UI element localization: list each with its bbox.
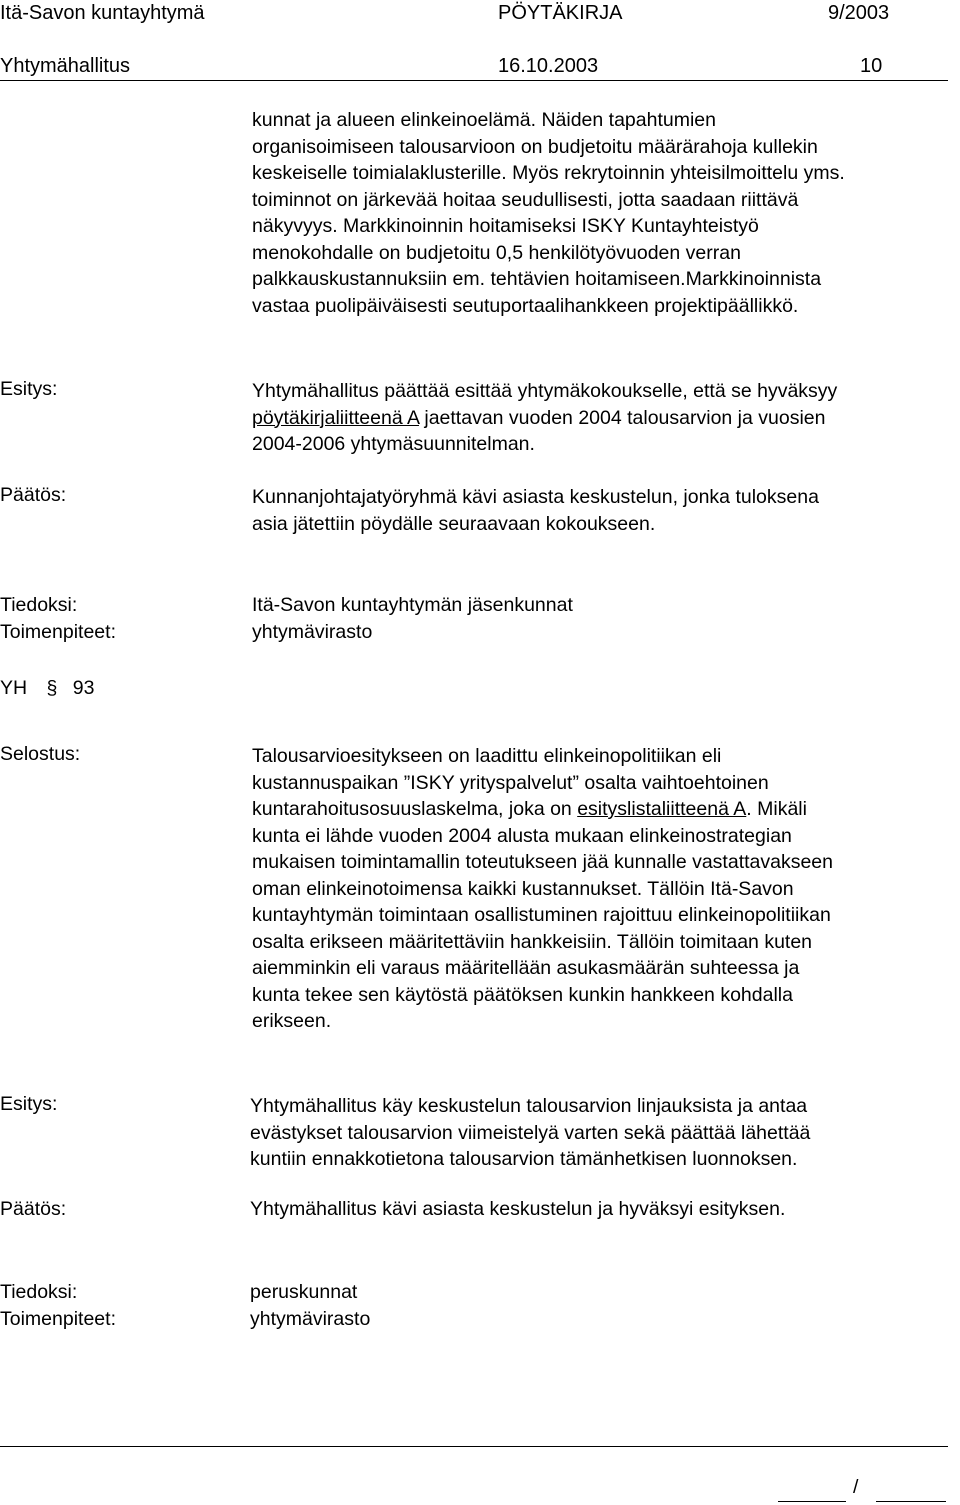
tiedoksi-value: Itä-Savon kuntayhtymän jäsenkunnat xyxy=(252,594,573,616)
section-prefix: YH xyxy=(0,677,28,699)
text-line: kunta tekee sen käytöstä päätöksen kunkin hankkeen kohdalla xyxy=(252,983,793,1006)
paragraph-symbol: § xyxy=(46,677,58,699)
toimenpiteet-value: yhtymävirasto xyxy=(250,1307,371,1330)
intro-paragraph xyxy=(252,107,845,319)
distribution-values xyxy=(250,1279,370,1332)
paatos-label: Päätös: xyxy=(0,1198,67,1220)
text-fragment: . Mikäli xyxy=(746,798,807,820)
signature-line xyxy=(876,1501,946,1502)
text-line: kunta ei lähde vuoden 2004 alusta mukaan elinkeinostrategian xyxy=(252,824,792,847)
meeting-date: 16.10.2003 xyxy=(498,55,599,77)
text-line: vastaa puolipäiväisesti seutuportaalihankkeen projektipäällikkö. xyxy=(252,294,799,317)
tiedoksi-label: Tiedoksi: xyxy=(0,594,78,616)
org-name: Itä-Savon kuntayhtymä xyxy=(0,2,205,24)
text-line: oman elinkeinotoimensa kaikki kustannukset. Tällöin Itä-Savon xyxy=(252,877,794,900)
footer-rule xyxy=(0,1446,948,1447)
toimenpiteet-label: Toimenpiteet: xyxy=(0,620,116,643)
esitys-text xyxy=(250,1093,810,1173)
esitys-label: Esitys: xyxy=(0,1093,58,1115)
tiedoksi-label: Tiedoksi: xyxy=(0,1281,78,1303)
esitys-label: Esitys: xyxy=(0,378,58,400)
paatos-text xyxy=(252,484,819,537)
text-line: erikseen. xyxy=(252,1010,332,1032)
text-line: organisoimiseen talousarvioon on budjetoitu määrärahoja kullekin xyxy=(252,135,818,158)
esitys-text xyxy=(252,378,837,458)
header-rule xyxy=(0,80,948,81)
text-fragment: jaettavan vuoden 2004 talousarvion ja vuosien xyxy=(418,406,826,429)
distribution-labels xyxy=(0,1279,116,1332)
text-line: palkkauskustannuksiin em. tehtävien hoitamiseen.Markkinoinnista xyxy=(252,268,822,290)
document-number: 9/2003 xyxy=(828,2,890,24)
paatos-text: Yhtymähallitus kävi asiasta keskustelun ja hyväksyi esityksen. xyxy=(250,1198,786,1220)
text-line: keskeiselle toimialaklusterille. Myös rekrytoinnin yhteisilmoittelu yms. xyxy=(252,162,845,184)
text-line: näkyvyys. Markkinoinnin hoitamiseksi ISKY Kuntayhteistyö xyxy=(252,215,759,237)
text-fragment: kuntarahoitusosuuslaskelma, joka on xyxy=(252,798,578,820)
text-line: osalta erikseen määritettäviin hankkeisiin. Tällöin toimitaan kuten xyxy=(252,930,813,953)
selostus-label: Selostus: xyxy=(0,743,81,765)
toimenpiteet-label: Toimenpiteet: xyxy=(0,1307,116,1330)
tiedoksi-value: peruskunnat xyxy=(250,1281,358,1303)
paatos-label: Päätös: xyxy=(0,484,67,506)
distribution-labels xyxy=(0,592,116,645)
text-line: Yhtymähallitus päättää esittää yhtymäkokoukselle, että se hyväksyy xyxy=(252,380,838,402)
signature-separator: / xyxy=(853,1476,859,1498)
text-line: kustannuspaikan ”ISKY yrityspalvelut” osalta vaihtoehtoinen xyxy=(252,771,769,794)
document-type: PÖYTÄKIRJA xyxy=(498,2,623,24)
text-line xyxy=(252,796,833,823)
text-line xyxy=(252,405,837,432)
text-line: aiemminkin eli varaus määritellään asukasmäärän suhteessa ja xyxy=(252,957,800,979)
signature-line xyxy=(778,1501,846,1502)
selostus-text xyxy=(252,743,833,1035)
text-line: 2004-2006 yhtymäsuunnitelman. xyxy=(252,433,535,455)
meeting-body: Yhtymähallitus xyxy=(0,55,131,77)
text-line: Yhtymähallitus käy keskustelun talousarvion linjauksista ja antaa xyxy=(250,1095,808,1117)
appendix-link[interactable]: esityslistaliitteenä A xyxy=(577,798,747,820)
text-line: toiminnot on järkevää hoitaa seudullisesti, jotta saadaan riittävä xyxy=(252,188,799,211)
text-line: menokohdalle on budjetoitu 0,5 henkilötyövuoden verran xyxy=(252,241,741,264)
appendix-link[interactable]: pöytäkirjaliitteenä A xyxy=(252,406,419,429)
text-line: evästykset talousarvion viimeistelyä varten sekä päättää lähettää xyxy=(250,1121,811,1144)
text-line: Kunnanjohtajatyöryhmä kävi asiasta keskustelun, jonka tuloksena xyxy=(252,486,819,508)
text-line: kuntayhtymän toimintaan osallistuminen rajoittuu elinkeinopolitiikan xyxy=(252,904,831,926)
section-number: 93 xyxy=(72,677,95,699)
text-line: Talousarvioesitykseen on laadittu elinkeinopolitiikan eli xyxy=(252,745,722,767)
toimenpiteet-value: yhtymävirasto xyxy=(252,620,373,643)
text-line: mukaisen toimintamallin toteutukseen jää kunnalle vastattavakseen xyxy=(252,851,834,873)
distribution-values xyxy=(252,592,573,645)
section-heading xyxy=(0,677,95,700)
text-line: kuntiin ennakkotietona talousarvion tämänhetkisen luonnoksen. xyxy=(250,1148,798,1170)
page-number: 10 xyxy=(860,55,883,77)
text-line: kunnat ja alueen elinkeinoelämä. Näiden tapahtumien xyxy=(252,109,716,131)
text-line: asia jätettiin pöydälle seuraavaan kokoukseen. xyxy=(252,512,656,535)
